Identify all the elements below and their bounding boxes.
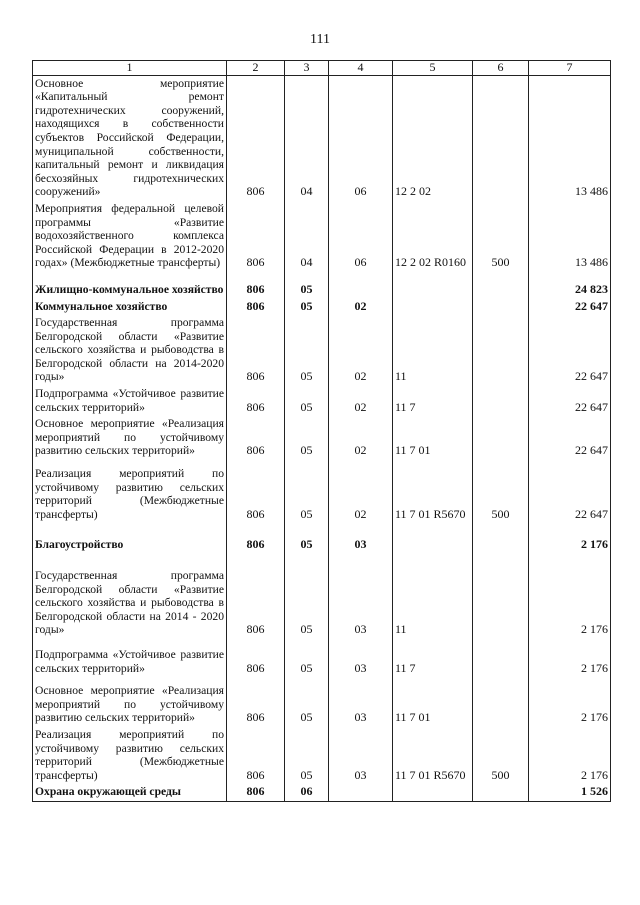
row-amount: 2 176 bbox=[529, 727, 611, 784]
table-row bbox=[33, 75, 611, 201]
row-code-4: 06 bbox=[329, 201, 393, 272]
table-row bbox=[33, 416, 611, 460]
row-code-6 bbox=[473, 315, 529, 386]
row-code-3: 05 bbox=[285, 299, 329, 316]
row-code-6 bbox=[473, 272, 529, 299]
table-row bbox=[33, 784, 611, 801]
row-description: Коммунальное хозяйство bbox=[33, 299, 227, 316]
row-code-6 bbox=[473, 75, 529, 201]
row-description: Основное мероприятие «Реализация мероприятий по устойчивому развитию сельских территорий» bbox=[33, 677, 227, 727]
row-code-4: 06 bbox=[329, 75, 393, 201]
row-description: Подпрограмма «Устойчивое развитие сельских территорий» bbox=[33, 639, 227, 677]
row-code-4: 02 bbox=[329, 460, 393, 523]
page-number: 111 bbox=[310, 32, 330, 47]
row-code-3: 05 bbox=[285, 315, 329, 386]
row-code-2: 806 bbox=[227, 315, 285, 386]
row-code-4: 03 bbox=[329, 727, 393, 784]
row-code-5 bbox=[393, 272, 473, 299]
row-code-4: 03 bbox=[329, 677, 393, 727]
row-description: Охрана окружающей среды bbox=[33, 784, 227, 801]
row-code-5: 11 7 bbox=[393, 386, 473, 416]
row-code-2: 806 bbox=[227, 523, 285, 554]
row-amount: 1 526 bbox=[529, 784, 611, 801]
row-code-3: 05 bbox=[285, 727, 329, 784]
row-code-6: 500 bbox=[473, 201, 529, 272]
row-code-2: 806 bbox=[227, 75, 285, 201]
row-code-2: 806 bbox=[227, 460, 285, 523]
row-code-5: 11 7 01 bbox=[393, 416, 473, 460]
row-code-3: 05 bbox=[285, 416, 329, 460]
row-description: Жилищно-коммунальное хозяйство bbox=[33, 272, 227, 299]
row-code-5 bbox=[393, 784, 473, 801]
row-description: Подпрограмма «Устойчивое развитие сельских территорий» bbox=[33, 386, 227, 416]
column-header-7: 7 bbox=[529, 61, 611, 76]
row-code-6 bbox=[473, 554, 529, 639]
row-description: Мероприятия федеральной целевой программы «Развитие водохозяйственного комплекса Российской Федерации в 2012-2020 годах» (Межбюджетные трансферты) bbox=[33, 201, 227, 272]
row-code-2: 806 bbox=[227, 639, 285, 677]
row-code-6: 500 bbox=[473, 460, 529, 523]
row-code-5: 11 7 01 bbox=[393, 677, 473, 727]
table-body bbox=[33, 75, 611, 801]
table-row bbox=[33, 299, 611, 316]
row-amount: 22 647 bbox=[529, 386, 611, 416]
row-code-3: 05 bbox=[285, 554, 329, 639]
table-row bbox=[33, 272, 611, 299]
row-code-2: 806 bbox=[227, 554, 285, 639]
row-code-2: 806 bbox=[227, 299, 285, 316]
row-code-4: 03 bbox=[329, 554, 393, 639]
row-code-2: 806 bbox=[227, 201, 285, 272]
row-code-4: 03 bbox=[329, 523, 393, 554]
row-code-4: 02 bbox=[329, 315, 393, 386]
header-row bbox=[33, 61, 611, 76]
row-code-4 bbox=[329, 784, 393, 801]
row-description: Реализация мероприятий по устойчивому развитию сельских территорий (Межбюджетные трансферты) bbox=[33, 727, 227, 784]
row-amount: 2 176 bbox=[529, 677, 611, 727]
table-row bbox=[33, 460, 611, 523]
row-code-5: 12 2 02 bbox=[393, 75, 473, 201]
row-amount: 2 176 bbox=[529, 523, 611, 554]
column-header-6: 6 bbox=[473, 61, 529, 76]
table-row bbox=[33, 523, 611, 554]
row-code-4 bbox=[329, 272, 393, 299]
row-code-6 bbox=[473, 523, 529, 554]
row-code-2: 806 bbox=[227, 677, 285, 727]
row-code-3: 05 bbox=[285, 677, 329, 727]
row-description: Реализация мероприятий по устойчивому развитию сельских территорий (Межбюджетные трансферты) bbox=[33, 460, 227, 523]
row-code-4: 02 bbox=[329, 386, 393, 416]
row-code-6 bbox=[473, 639, 529, 677]
row-code-2: 806 bbox=[227, 784, 285, 801]
row-amount: 24 823 bbox=[529, 272, 611, 299]
row-code-6 bbox=[473, 299, 529, 316]
row-amount: 2 176 bbox=[529, 554, 611, 639]
row-amount: 13 486 bbox=[529, 201, 611, 272]
row-description: Основное мероприятие «Реализация мероприятий по устойчивому развитию сельских территорий» bbox=[33, 416, 227, 460]
row-code-5 bbox=[393, 299, 473, 316]
column-header-5: 5 bbox=[393, 61, 473, 76]
row-code-6 bbox=[473, 416, 529, 460]
row-code-3: 06 bbox=[285, 784, 329, 801]
row-amount: 2 176 bbox=[529, 639, 611, 677]
table-row bbox=[33, 315, 611, 386]
row-amount: 22 647 bbox=[529, 299, 611, 316]
row-code-3: 05 bbox=[285, 460, 329, 523]
column-header-1: 1 bbox=[33, 61, 227, 76]
row-code-4: 02 bbox=[329, 299, 393, 316]
table-row bbox=[33, 554, 611, 639]
budget-table bbox=[32, 60, 611, 802]
row-description: Благоустройство bbox=[33, 523, 227, 554]
row-code-3: 04 bbox=[285, 75, 329, 201]
row-amount: 22 647 bbox=[529, 460, 611, 523]
row-code-5: 12 2 02 R0160 bbox=[393, 201, 473, 272]
row-code-3: 04 bbox=[285, 201, 329, 272]
row-code-2: 806 bbox=[227, 386, 285, 416]
table-row bbox=[33, 201, 611, 272]
row-code-3: 05 bbox=[285, 523, 329, 554]
row-description: Государственная программа Белгородской области «Развитие сельского хозяйства и рыбоводства в Белгородской области на 2014-2020 годы» bbox=[33, 315, 227, 386]
row-code-3: 05 bbox=[285, 272, 329, 299]
table-row bbox=[33, 386, 611, 416]
row-code-2: 806 bbox=[227, 272, 285, 299]
row-code-5: 11 bbox=[393, 315, 473, 386]
row-code-2: 806 bbox=[227, 416, 285, 460]
row-code-3: 05 bbox=[285, 639, 329, 677]
row-code-4: 03 bbox=[329, 639, 393, 677]
column-header-4: 4 bbox=[329, 61, 393, 76]
column-header-3: 3 bbox=[285, 61, 329, 76]
row-code-6 bbox=[473, 784, 529, 801]
row-code-6 bbox=[473, 677, 529, 727]
row-code-6: 500 bbox=[473, 727, 529, 784]
row-code-5: 11 bbox=[393, 554, 473, 639]
table-row bbox=[33, 727, 611, 784]
row-description: Государственная программа Белгородской области «Развитие сельского хозяйства и рыбоводства в Белгородской области на 2014 - 2020 годы» bbox=[33, 554, 227, 639]
row-amount: 13 486 bbox=[529, 75, 611, 201]
row-code-5: 11 7 01 R5670 bbox=[393, 727, 473, 784]
row-amount: 22 647 bbox=[529, 315, 611, 386]
row-code-6 bbox=[473, 386, 529, 416]
table-row bbox=[33, 677, 611, 727]
row-amount: 22 647 bbox=[529, 416, 611, 460]
row-code-2: 806 bbox=[227, 727, 285, 784]
row-code-5 bbox=[393, 523, 473, 554]
row-code-4: 02 bbox=[329, 416, 393, 460]
table-row bbox=[33, 639, 611, 677]
row-code-5: 11 7 bbox=[393, 639, 473, 677]
row-description: Основное мероприятие «Капитальный ремонт гидротехнических сооружений, находящихся в собственности субъектов Российской Федерации, муниципальной собственности, капитальный ремонт и ликвидация бесхозяйных гидротехнических сооружений» bbox=[33, 75, 227, 201]
column-header-2: 2 bbox=[227, 61, 285, 76]
row-code-3: 05 bbox=[285, 386, 329, 416]
row-code-5: 11 7 01 R5670 bbox=[393, 460, 473, 523]
